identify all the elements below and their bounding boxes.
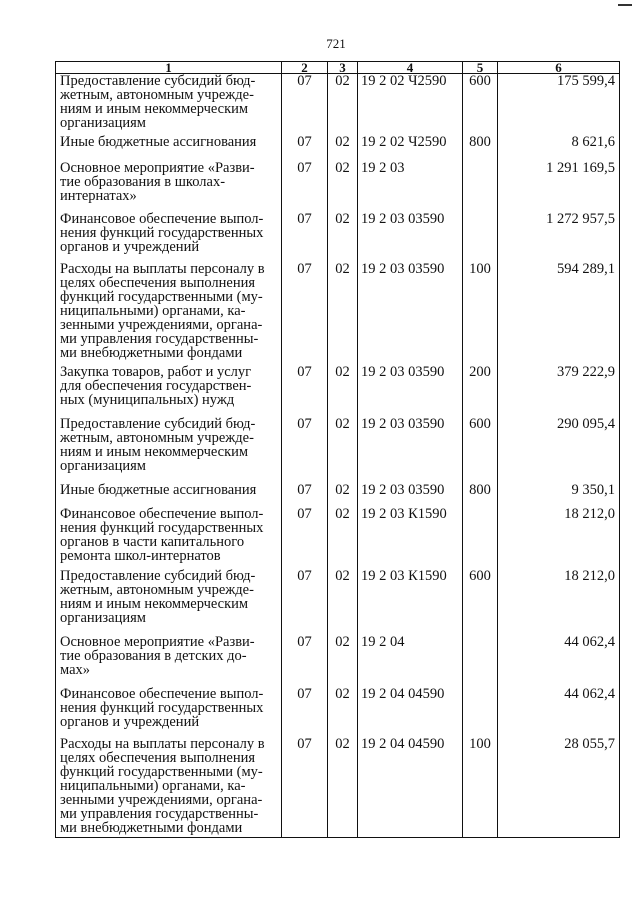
row-expense-type: 600 (463, 569, 498, 635)
description-line: ми внебюджетными фондами (60, 820, 243, 836)
description-line: функций государственными (му- (60, 764, 263, 780)
budget-table (55, 61, 620, 838)
row-amount: 44 062,4 (498, 635, 620, 687)
description-line: организациям (60, 610, 146, 626)
row-description (56, 212, 282, 262)
row-subsection-code: 02 (328, 365, 358, 417)
row-subsection-code: 02 (328, 135, 358, 161)
row-subsection-code: 02 (328, 161, 358, 212)
row-amount: 18 212,0 (498, 569, 620, 635)
table-row (56, 365, 620, 417)
row-description (56, 417, 282, 483)
row-description (56, 74, 282, 136)
row-subsection-code: 02 (328, 262, 358, 365)
table-row (56, 212, 620, 262)
row-description (56, 483, 282, 507)
row-expense-type: 200 (463, 365, 498, 417)
row-subsection-code: 02 (328, 483, 358, 507)
row-expense-type (463, 161, 498, 212)
row-amount: 1 291 169,5 (498, 161, 620, 212)
row-expense-type: 600 (463, 74, 498, 136)
row-expense-type (463, 212, 498, 262)
table-row (56, 687, 620, 737)
description-line: целях обеспечения выполнения (60, 750, 256, 766)
row-amount: 44 062,4 (498, 687, 620, 737)
row-description (56, 365, 282, 417)
row-section-code: 07 (282, 569, 328, 635)
description-line: нения функций государственных (60, 700, 264, 716)
row-target-article: 19 2 04 04590 (358, 687, 463, 737)
description-line: функций государственными (му- (60, 289, 263, 305)
description-line: жетным, автономным учрежде- (60, 430, 254, 446)
description-line: Основное мероприятие «Разви- (60, 634, 255, 650)
description-line: органов и учреждений (60, 714, 200, 730)
description-line: ниям и иным некоммерческим (60, 596, 249, 612)
row-target-article: 19 2 03 03590 (358, 365, 463, 417)
row-section-code: 07 (282, 212, 328, 262)
row-target-article: 19 2 03 (358, 161, 463, 212)
row-expense-type (463, 687, 498, 737)
row-description (56, 687, 282, 737)
row-target-article: 19 2 03 К1590 (358, 569, 463, 635)
row-section-code: 07 (282, 507, 328, 569)
row-description (56, 635, 282, 687)
table-row (56, 507, 620, 569)
row-subsection-code: 02 (328, 569, 358, 635)
page-number: 721 (326, 36, 346, 51)
row-expense-type: 600 (463, 417, 498, 483)
header-col-1: 1 (56, 62, 282, 74)
row-amount: 9 350,1 (498, 483, 620, 507)
row-target-article: 19 2 04 04590 (358, 737, 463, 838)
row-target-article: 19 2 03 03590 (358, 212, 463, 262)
description-line: нения функций государственных (60, 520, 264, 536)
row-section-code: 07 (282, 483, 328, 507)
header-col-2: 2 (282, 62, 328, 74)
scan-corner-mark (618, 4, 632, 6)
description-line: интернатах» (60, 188, 137, 204)
row-subsection-code: 02 (328, 417, 358, 483)
row-section-code: 07 (282, 687, 328, 737)
description-line: ниципальными) органами, ка- (60, 778, 246, 794)
row-description (56, 262, 282, 365)
description-line: Основное мероприятие «Разви- (60, 160, 255, 176)
header-col-4: 4 (358, 62, 463, 74)
row-section-code: 07 (282, 74, 328, 136)
row-subsection-code: 02 (328, 737, 358, 838)
table-body (56, 74, 620, 838)
table-row (56, 569, 620, 635)
description-line: Расходы на выплаты персоналу в (60, 261, 265, 277)
table-row (56, 135, 620, 161)
header-col-3: 3 (328, 62, 358, 74)
description-line: Финансовое обеспечение выпол- (60, 686, 264, 702)
row-section-code: 07 (282, 635, 328, 687)
description-line: Иные бюджетные ассигнования (60, 134, 257, 150)
row-expense-type (463, 507, 498, 569)
row-subsection-code: 02 (328, 635, 358, 687)
description-line: тие образования в школах- (60, 174, 226, 190)
table-row (56, 161, 620, 212)
description-line: организациям (60, 458, 146, 474)
row-description (56, 161, 282, 212)
description-line: ми внебюджетными фондами (60, 345, 243, 361)
row-description (56, 507, 282, 569)
row-expense-type: 100 (463, 737, 498, 838)
description-line: мах» (60, 662, 91, 678)
description-line: жетным, автономным учрежде- (60, 582, 254, 598)
table-row (56, 737, 620, 838)
row-amount: 18 212,0 (498, 507, 620, 569)
row-target-article: 19 2 03 03590 (358, 417, 463, 483)
row-section-code: 07 (282, 262, 328, 365)
table-row (56, 635, 620, 687)
description-line: ми управления государственны- (60, 806, 259, 822)
description-line: зенными учреждениями, органа- (60, 317, 263, 333)
row-section-code: 07 (282, 417, 328, 483)
table-row (56, 417, 620, 483)
description-line: Предоставление субсидий бюд- (60, 568, 256, 584)
header-col-6: 6 (498, 62, 620, 74)
description-line: организациям (60, 115, 146, 131)
row-amount: 290 095,4 (498, 417, 620, 483)
row-expense-type (463, 635, 498, 687)
table-header-row (56, 62, 620, 74)
row-target-article: 19 2 03 03590 (358, 483, 463, 507)
description-line: нения функций государственных (60, 225, 264, 241)
description-line: Финансовое обеспечение выпол- (60, 506, 264, 522)
row-subsection-code: 02 (328, 687, 358, 737)
description-line: Предоставление субсидий бюд- (60, 416, 256, 432)
description-line: зенными учреждениями, органа- (60, 792, 263, 808)
header-col-5: 5 (463, 62, 498, 74)
row-section-code: 07 (282, 365, 328, 417)
description-line: ниям и иным некоммерческим (60, 444, 249, 460)
description-line: ниям и иным некоммерческим (60, 101, 249, 117)
description-line: органов в части капитального (60, 534, 245, 550)
row-amount: 1 272 957,5 (498, 212, 620, 262)
description-line: целях обеспечения выполнения (60, 275, 256, 291)
row-subsection-code: 02 (328, 74, 358, 136)
description-line: ми управления государственны- (60, 331, 259, 347)
description-line: Закупка товаров, работ и услуг (60, 364, 252, 380)
description-line: Иные бюджетные ассигнования (60, 482, 257, 498)
table-row (56, 262, 620, 365)
row-expense-type: 100 (463, 262, 498, 365)
row-target-article: 19 2 02 Ч2590 (358, 135, 463, 161)
row-description (56, 737, 282, 838)
row-target-article: 19 2 02 Ч2590 (358, 74, 463, 136)
row-subsection-code: 02 (328, 212, 358, 262)
table-row (56, 483, 620, 507)
row-section-code: 07 (282, 737, 328, 838)
description-line: для обеспечения государствен- (60, 378, 252, 394)
row-amount: 175 599,4 (498, 74, 620, 136)
description-line: органов и учреждений (60, 239, 200, 255)
row-amount: 594 289,1 (498, 262, 620, 365)
row-subsection-code: 02 (328, 507, 358, 569)
description-line: ных (муниципальных) нужд (60, 392, 235, 408)
row-target-article: 19 2 04 (358, 635, 463, 687)
row-target-article: 19 2 03 К1590 (358, 507, 463, 569)
row-amount: 379 222,9 (498, 365, 620, 417)
description-line: Предоставление субсидий бюд- (60, 73, 256, 89)
row-expense-type: 800 (463, 483, 498, 507)
description-line: Финансовое обеспечение выпол- (60, 211, 264, 227)
row-section-code: 07 (282, 135, 328, 161)
row-section-code: 07 (282, 161, 328, 212)
table-row (56, 74, 620, 136)
description-line: тие образования в детских до- (60, 648, 247, 664)
row-amount: 8 621,6 (498, 135, 620, 161)
description-line: жетным, автономным учрежде- (60, 87, 254, 103)
description-line: ниципальными) органами, ка- (60, 303, 246, 319)
description-line: ремонта школ-интернатов (60, 548, 221, 564)
row-target-article: 19 2 03 03590 (358, 262, 463, 365)
row-amount: 28 055,7 (498, 737, 620, 838)
row-description (56, 569, 282, 635)
row-expense-type: 800 (463, 135, 498, 161)
row-description (56, 135, 282, 161)
description-line: Расходы на выплаты персоналу в (60, 736, 265, 752)
